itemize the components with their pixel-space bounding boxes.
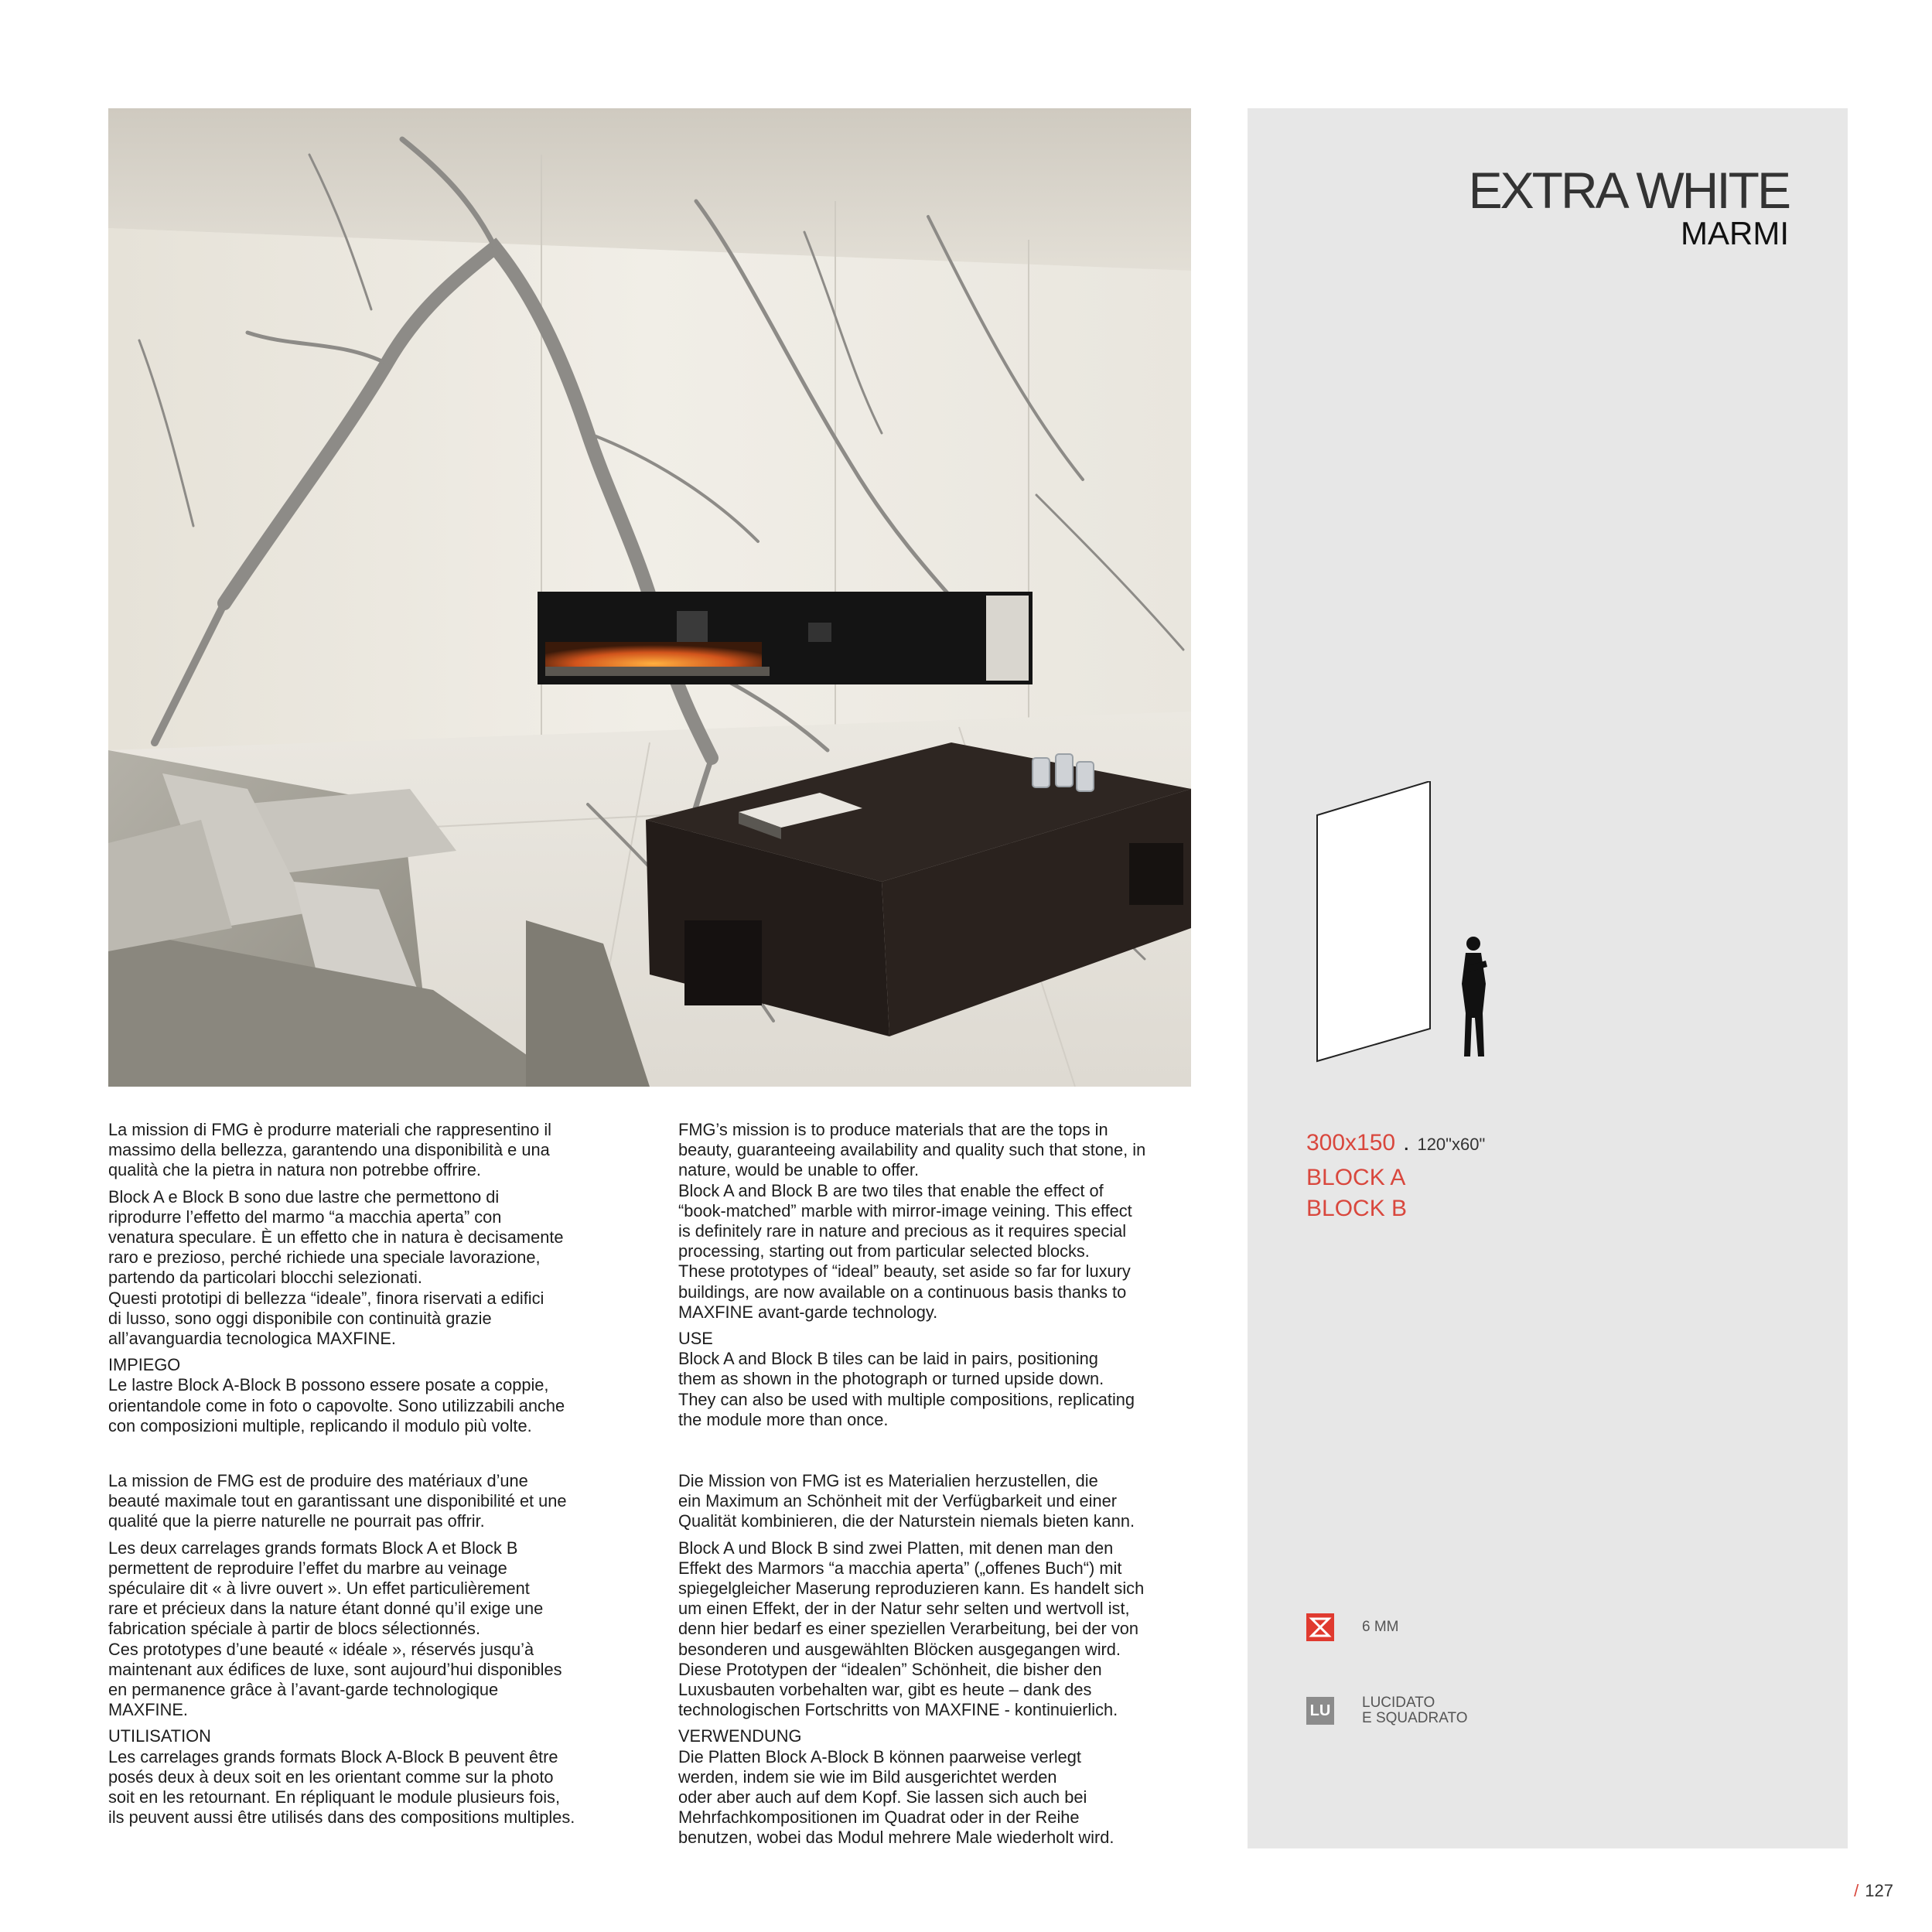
human-figure-icon bbox=[1462, 937, 1487, 1056]
finish-label: LUCIDATO E SQUADRATO bbox=[1362, 1695, 1468, 1726]
feature-finish bbox=[1306, 1695, 1468, 1726]
slab-scale-diagram bbox=[1302, 781, 1503, 1075]
text-french bbox=[108, 1471, 650, 1834]
french-paragraph-3: Les carrelages grands formats Block A-Block B peuvent être posés deux à deux soit en les orientant comme sur la photo soit en les retournant. En répliquant le module plusieurs fois, ils peuvent aussi être utilisés dans des compositions multiples. bbox=[108, 1746, 575, 1828]
variant-block-a: BLOCK A bbox=[1306, 1165, 1406, 1190]
german-paragraph-3: Die Platten Block A-Block B können paarweise verlegt werden, indem sie wie im Bild ausgerichtet werden oder aber auch auf dem Kopf. Sie lassen sich auch bei Mehrfachkompositionen im Quadrat oder in der Reihe benutzen, wobei das Modul mehrere Male wiederholt wird. bbox=[678, 1746, 1114, 1848]
size-imperial: 120"x60" bbox=[1417, 1135, 1486, 1154]
page-slash: / bbox=[1854, 1881, 1859, 1900]
size-separator: . bbox=[1403, 1130, 1410, 1155]
interior-photo bbox=[108, 108, 1191, 1087]
text-italian bbox=[108, 1120, 650, 1442]
text-german bbox=[678, 1471, 1204, 1855]
italian-paragraph-1: La mission di FMG è produrre materiali che rappresentino il massimo della bellezza, garantendo una disponibilità e una qualità che la pietra in natura non potrebbe offrire. bbox=[108, 1120, 552, 1180]
thickness-label: 6 MM bbox=[1362, 1619, 1399, 1635]
text-english bbox=[678, 1120, 1204, 1436]
italian-paragraph-2: Block A e Block B sono due lastre che permettono di riprodurre l’effetto del marmo “a macchia aperta” con venatura speculare. È un effetto che in natura è decisamente raro e prezioso, perché richiede una speciale lavorazione, partendo da particolari blocchi selezionati. Questi prototipi di bellezza “ideale”, finora riservati a edifici di lusso, sono oggi disponibile con continuità grazie all’avanguardia tecnologica MAXFINE. bbox=[108, 1186, 564, 1349]
german-heading: VERWENDUNG bbox=[678, 1726, 802, 1746]
marble-living-room-image bbox=[108, 108, 1191, 1087]
french-paragraph-1: La mission de FMG est de produire des matériaux d’une beauté maximale tout en garantissant une disponibilité et une qualité que la pierre naturelle ne pourrait pas offrir. bbox=[108, 1471, 567, 1531]
french-heading: UTILISATION bbox=[108, 1726, 211, 1746]
english-paragraph-1: FMG’s mission is to produce materials that are the tops in beauty, guaranteeing availability and quality such that stone, in nature, would be unable to offer. Block A and Block B are two tiles that enable the effect of “book-matched” marble with mirror-image veining. This effect is definitely rare in nature and precious as it requires special processing, starting out from particular selected blocks. These prototypes of “ideal” beauty, set aside so far for luxury buildings, are now available on a continuous basis thanks to MAXFINE avant-garde technology. bbox=[678, 1120, 1146, 1322]
product-title: EXTRA WHITE bbox=[1468, 162, 1789, 219]
page-number bbox=[1854, 1881, 1893, 1901]
size-metric: 300x150 bbox=[1306, 1130, 1396, 1155]
variant-block-b: BLOCK B bbox=[1306, 1196, 1408, 1221]
english-heading: USE bbox=[678, 1329, 713, 1349]
lu-finish-badge: LU bbox=[1306, 1697, 1334, 1725]
product-info-panel bbox=[1248, 108, 1848, 1848]
english-paragraph-2: Block A and Block B tiles can be laid in pairs, positioning them as shown in the photograph or turned upside down. They can also be used with multiple compositions, replicating the module more than once. bbox=[678, 1349, 1135, 1429]
italian-paragraph-3: Le lastre Block A-Block B possono essere posate a coppie, orientandole come in foto o capovolte. Sono utilizzabili anche con composizioni multiple, replicando il modulo più volte. bbox=[108, 1375, 565, 1435]
slab-outline-icon bbox=[1317, 781, 1430, 1061]
german-paragraph-2: Block A und Block B sind zwei Platten, mit denen man den Effekt des Marmors “a macchia aperta” („offenes Buch“) mit spiegelgleicher Maserung reproduzieren kann. Es handelt sich um einen Effekt, der in der Natur sehr selten und wertvoll ist, denn hier bedarf es einer speziellen Verarbeitung, bei der von besonderen und ausgewählten Blöcken ausgegangen wird. Diese Prototypen der “idealen” Schönheit, die bisher den Luxusbauten vorbehalten war, gibt es heute – dank des technologischen Fortschritts von MAXFINE - kontinuierlich. bbox=[678, 1538, 1145, 1720]
format-spec bbox=[1306, 1128, 1485, 1224]
thickness-icon bbox=[1306, 1613, 1334, 1641]
french-paragraph-2: Les deux carrelages grands formats Block A et Block B permettent de reproduire l’effet du marbre au veinage spéculaire dit « à livre ouvert ». Un effet particulièrement rare et précieux dans la nature étant donné qu’il exige une fabrication spéciale à partir de blocs sélectionnés. Ces prototypes d’une beauté « idéale », réservés jusqu’à maintenant aux édifices de luxe, sont aujourd’hui disponibles en permanence grâce à l’avant-garde technologique MAXFINE. bbox=[108, 1538, 562, 1720]
german-paragraph-1: Die Mission von FMG ist es Materialien herzustellen, die ein Maximum an Schönheit mit der Verfügbarkeit und einer Qualität kombinieren, die der Naturstein niemals bieten kann. bbox=[678, 1471, 1135, 1531]
product-collection: MARMI bbox=[1681, 215, 1789, 251]
page-number-value: 127 bbox=[1865, 1881, 1893, 1900]
italian-heading: IMPIEGO bbox=[108, 1355, 181, 1375]
feature-thickness bbox=[1306, 1613, 1399, 1641]
